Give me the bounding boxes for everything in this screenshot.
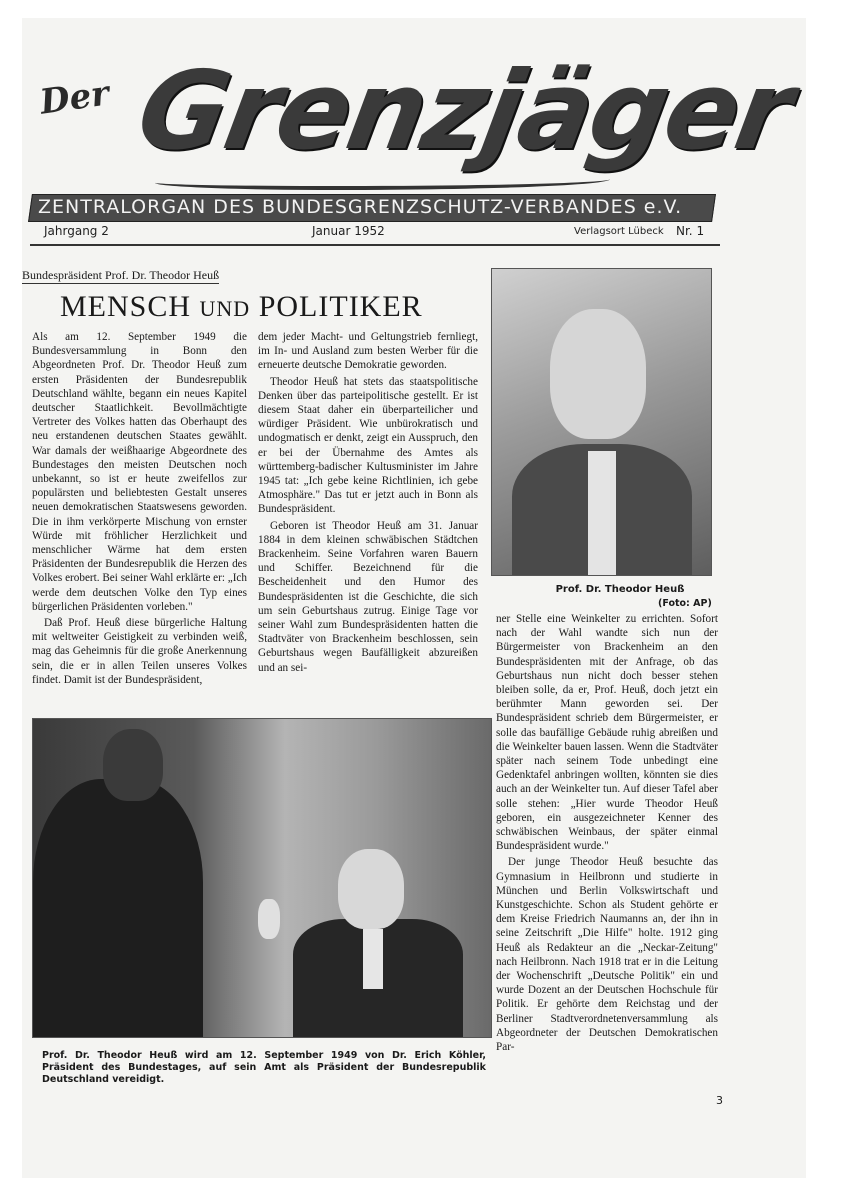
issue-place: Verlagsort Lübeck bbox=[574, 226, 664, 237]
headline-part-2: UND bbox=[199, 296, 251, 321]
masthead-rule bbox=[30, 244, 720, 246]
ceremony-head-left bbox=[103, 729, 163, 801]
paragraph: Daß Prof. Heuß diese bürgerliche Haltung mit weltweiter Geistigkeit zu verbinden weiß, mag das Geheimnis für die große Anerkennung sein, die er in allen Teilen unseres Volkes findet. Damit ist der Bundespräsident, bbox=[32, 617, 247, 686]
portrait-photo bbox=[491, 268, 712, 576]
headline-part-3: POLITIKER bbox=[258, 290, 423, 323]
raised-hand bbox=[258, 899, 280, 939]
issue-number: Nr. 1 bbox=[676, 224, 705, 238]
article-kicker: Bundespräsident Prof. Dr. Theodor Heuß bbox=[22, 268, 220, 282]
page-number: 3 bbox=[716, 1094, 723, 1107]
ceremony-caption: Prof. Dr. Theodor Heuß wird am 12. September 1949 von Dr. Erich Köhler, Präsident des Bundestages, auf sein Amt als Präsident der Bundesrepublik Deutschland vereidigt. bbox=[42, 1050, 486, 1085]
paragraph: ner Stelle eine Weinkelter zu errichten. Sofort nach der Wahl wandte sich nun der Bürgermeister von Brackenheim an den Bundespräsidenten mit der Anfrage, ob das Geburtshaus nun nicht doch besser stehen bleiben solle, da er, Prof. Heuß, doch jetzt ein berühmter Mann geworden sei. Der Bundespräsident schrieb dem Bürgermeister, er solle das baufällige Gebäude ruhig abreißen und die Weinkelter bauen lassen. Wenn die Stadtväter später nach seinem Tode unbedingt eine Gedenktafel anbringen wollten, könnten sie dies auch an der Weinkelter tun. Auf dieser Tafel aber solle stehen: „Hier wurde Theodor Heuß geboren, ein ausgezeichneter Kenner des schwäbischen Weinbaus, der später einmal Bundespräsident wurde." bbox=[496, 613, 718, 853]
paragraph: Als am 12. September 1949 die Bundesversammlung in Bonn den Abgeordneten Prof. Dr. Theodor Heuß zum ersten Präsidenten der Bundesrepublik Deutschland wählte, begann ein neues Kapitel deutscher Staatlichkeit. Bevollmächtigte Vertreter des Volkes hatten das Oberhaupt des neu erstandenen deutschen Staates gewählt. War damals der weißhaarige Abgeordnete des Bundestages den meisten Deutschen noch unbekannt, so ist er heute zweifellos zur populärsten und beliebtesten Gestalt unseres neuen demokratischen Staatswesens geworden. Die in ihm verkörperte Mischung von ernster Würde mit fröhlicher Herzlichkeit und menschlicher Wärme hat dem ersten Präsidenten der Bundesrepublik die Herzen des Volkes erobert. Bei seiner Wahl erklärte er: „Ich werde dem deutschen Volke den Typ eines bürgerlichen Präsidenten vorleben." bbox=[32, 331, 247, 613]
headline-part-1: MENSCH bbox=[60, 290, 192, 323]
ceremony-photo bbox=[32, 718, 492, 1038]
paragraph: Der junge Theodor Heuß besuchte das Gymnasium in Heilbronn und studierte in München und Berlin Volkswirtschaft und Kunstgeschichte. Schon als Student gehörte er dem Kreise Friedrich Naumanns an, der ihn in seine Zeitschrift „Die Hilfe" holte. 1912 ging Heuß als Redakteur an die „Neckar-Zeitung" nach Heilbronn. Nach 1918 trat er in die Leitung der Wochenschrift „Deutsche Politik" ein und wurde Dozent an der Deutschen Hochschule für Politik. Er gehörte dem Reichstag und der Berliner Stadtverordnetenversammlung als Abgeordneter der Deutschen Demokratischen Par- bbox=[496, 856, 718, 1054]
ceremony-figure-left bbox=[33, 779, 203, 1037]
masthead-der: Der bbox=[37, 73, 112, 123]
paragraph: dem jeder Macht- und Geltungstrieb fernliegt, im In- und Ausland zum besten Werber für die erneuerte deutsche Demokratie geworden. bbox=[258, 331, 478, 372]
ceremony-head-right bbox=[338, 849, 404, 929]
issue-date: Januar 1952 bbox=[312, 224, 385, 238]
article-column-3 bbox=[496, 612, 718, 1054]
paragraph: Theodor Heuß hat stets das staatspolitische Denken über das parteipolitische gestellt. Er ist diesem Staat daher ein überparteilicher und würdiger Präsident. Wie unbürokratisch und undogmatisch er denkt, zeigt ein Ausspruch, den er bei der Übernahme des Amtes als württemberg-badischer Kultusminister im Jahre 1945 tat: „Ich gebe keine Richtlinien, ich gebe Atmosphäre." Das tut er jetzt auch in Bonn als Bundespräsident. bbox=[258, 375, 478, 516]
issue-volume: Jahrgang 2 bbox=[44, 224, 109, 238]
masthead-subtitle: ZENTRALORGAN DES BUNDESGRENZSCHUTZ-VERBANDES e.V. bbox=[38, 196, 683, 218]
article-headline bbox=[60, 290, 423, 324]
portrait-caption: Prof. Dr. Theodor Heuß bbox=[555, 584, 685, 595]
portrait-shirt bbox=[588, 451, 616, 575]
paragraph: Geboren ist Theodor Heuß am 31. Januar 1884 in dem kleinen schwäbischen Städtchen Brackenheim. Seine Vorfahren waren Bauern und Schiffer. Bezeichnend für die Bescheidenheit und den Humor des Bundespräsidenten ist die Geschichte, die sich um sein Geburtshaus zutrug. Einige Tage vor seiner Wahl zum Bundespräsidenten hatten die Stadtväter von Brackenheim beschlossen, sein Geburtshaus wegen Baufälligkeit abzureißen und an sei- bbox=[258, 519, 478, 674]
article-column-1 bbox=[32, 330, 247, 687]
ceremony-shirt bbox=[363, 929, 383, 989]
masthead-title: Grenzjäger bbox=[129, 49, 800, 174]
portrait-credit: (Foto: AP) bbox=[658, 598, 712, 609]
article-column-2 bbox=[258, 330, 478, 675]
portrait-head bbox=[550, 309, 646, 439]
